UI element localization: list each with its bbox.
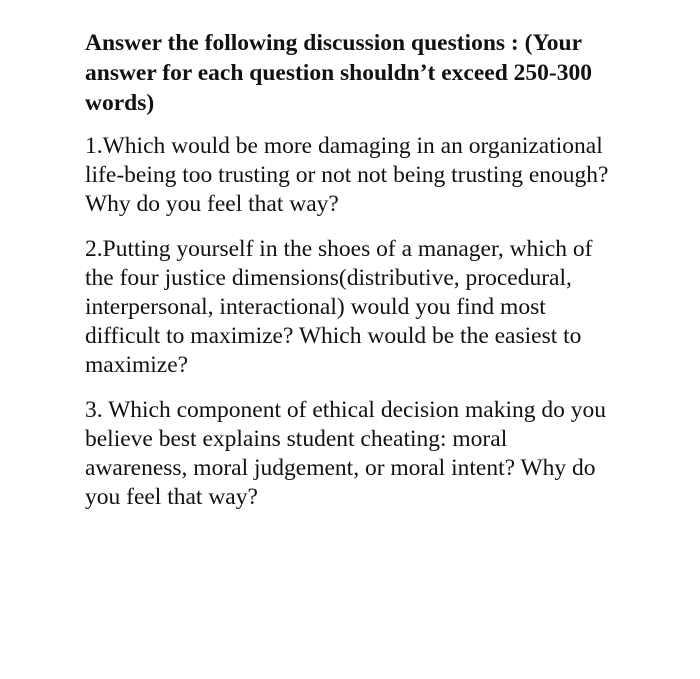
question-3: 3. Which component of ethical decision making do you believe best explains student cheating: moral awareness, moral judgement, or moral intent? Why do you feel that way?	[85, 397, 607, 510]
question-1: 1.Which would be more damaging in an organizational life-being too trusting or not not being trusting enough? Why do you feel that way?	[85, 133, 609, 217]
question-2: 2.Putting yourself in the shoes of a manager, which of the four justice dimensions(distributive, procedural, interpersonal, interactional) would you find most difficult to maximize? Which would be the easiest to maximize?	[85, 236, 593, 378]
document-body	[85, 28, 615, 528]
instructions-heading: Answer the following discussion questions : (Your answer for each question shouldn’t exceed 250-300 words)	[85, 30, 592, 116]
